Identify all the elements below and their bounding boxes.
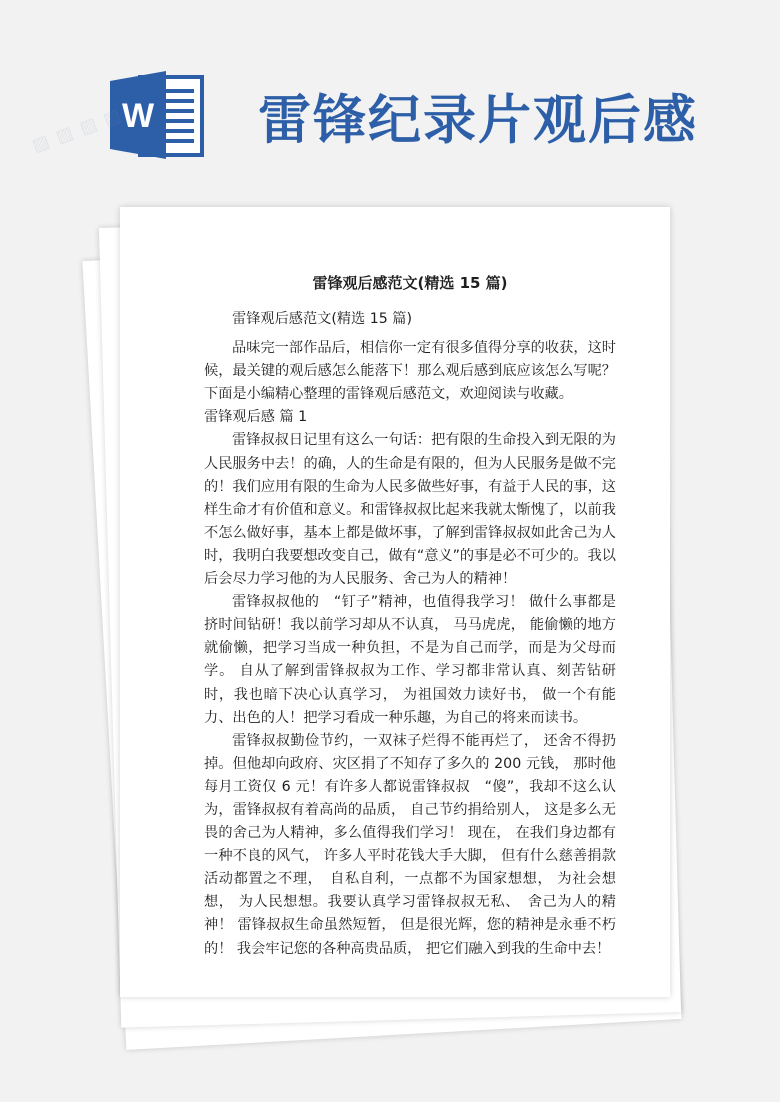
body-paragraph: 雷锋叔叔勤俭节约，一双袜子烂得不能再烂了， 还舍不得扔掉。但他却向政府、灾区捐了不知存了多久的 200 元钱， 那时他每月工资仅 6 元！有许多人都说雷锋叔叔 “傻”，我却不这么认为，雷锋叔叔有着高尚的品质， 自己节约捐给别人， 这是多么无畏的舍己为人精神，多么值得我们学习！ 现在， 在我们身边都有一种不良的风气， 许多人平时花钱大手大脚， 但有什么慈善捐款活动都置之不理， 自私自利，一点都不为国家想想， 为社会想想， 为人民想想。我要认真学习雷锋叔叔无私、 舍己为人的精神！ 雷锋叔叔生命虽然短暂， 但是很光辉，您的精神是永垂不朽的！ 我会牢记您的各种高贵品质， 把它们融入到我的生命中去！ [204, 732, 616, 957]
section-heading: 雷锋观后感 篇 1 [204, 409, 308, 426]
word-logo-letter: W [121, 97, 155, 135]
word-document-icon [110, 71, 206, 159]
watermark: ▨ ▨ ▨ ▨ [29, 104, 125, 157]
intro-paragraph: 品味完一部作品后，相信你一定有很多值得分享的收获，这时候，最关键的观后感怎么能落下！那么观后感到底应该怎么写呢？下面是小编精心整理的雷锋观后感范文，欢迎阅读与收藏。 [204, 340, 616, 403]
document-title: 雷锋观后感范文(精选 15 篇) [312, 274, 508, 292]
document-body [204, 268, 616, 961]
page-banner-title: 雷锋纪录片观后感 [258, 89, 698, 151]
body-paragraph: 雷锋叔叔日记里有这么一句话：把有限的生命投入到无限的为人民服务中去！的确，人的生命是有限的，但为人民服务是做不完的！我们应用有限的生命为人民多做些好事，有益于人民的事，这样生命才有价值和意义。和雷锋叔叔比起来我就太惭愧了，以前我不怎么做好事，基本上都是做坏事，了解到雷锋叔叔如此舍己为人时，我明白我要想改变自己，做有“意义”的事是必不可少的。我以后会尽力学习他的为人民服务、舍己为人的精神！ [204, 432, 616, 588]
body-paragraph: 雷锋叔叔他的 “钉子”精神，也值得我学习！ 做什么事都是挤时间钻研！我以前学习却从不认真， 马马虎虎， 能偷懒的地方就偷懒，把学习当成一种负担，不是为自己而学，而是为父母而学。 自从了解到雷锋叔叔为工作、学习都非常认真、刻苦钻研时，我也暗下决心认真学习， 为祖国效力读好书， 做一个有能力、出色的人！把学习看成一种乐趣，为自己的将来而读书。 [204, 594, 616, 726]
document-subtitle: 雷锋观后感范文(精选 15 篇) [232, 311, 413, 327]
